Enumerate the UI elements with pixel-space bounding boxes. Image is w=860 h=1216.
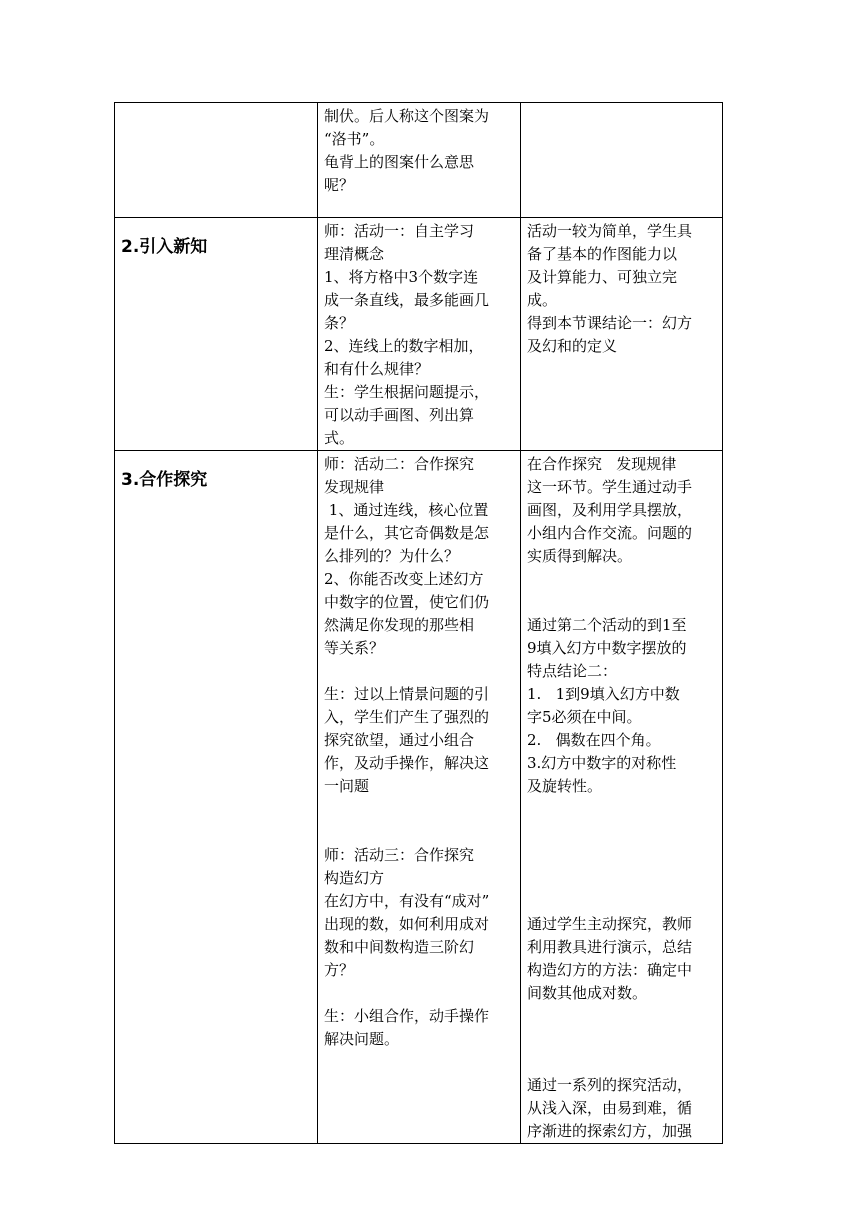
text-line: 字5必须在中间。 bbox=[527, 708, 642, 726]
teacher-cell bbox=[318, 103, 521, 218]
text-line: 呢？ bbox=[324, 176, 355, 194]
text-line: 生：小组合作，动手操作 bbox=[324, 1007, 490, 1025]
text-line: 师：活动一：自主学习 bbox=[324, 222, 475, 240]
table-row bbox=[115, 218, 723, 451]
text-line: 3.幻方中数字的对称性 bbox=[527, 754, 677, 772]
text-line: 中数字的位置，使它们仍 bbox=[324, 593, 490, 611]
text-line: 构造幻方 bbox=[324, 869, 385, 887]
text-line: 实质得到解决。 bbox=[527, 547, 633, 565]
blank-line bbox=[527, 798, 717, 821]
text-line: 及旋转性。 bbox=[527, 777, 603, 795]
blank-line bbox=[324, 660, 515, 683]
text-line: 1. 1到9填入幻方中数 bbox=[527, 685, 680, 703]
text-line: 在合作探究 发现规律 bbox=[527, 455, 677, 473]
text-line: 及计算能力、可独立完 bbox=[527, 268, 678, 286]
text-line: 通过一系列的探究活动， bbox=[527, 1076, 693, 1094]
text-line: 生：学生根据问题提示， bbox=[324, 383, 490, 401]
blank-line bbox=[324, 982, 515, 1005]
text-line: 和有什么规律？ bbox=[324, 360, 430, 378]
text-line: 在幻方中，有没有“成对” bbox=[324, 892, 490, 910]
text-line: 作，及动手操作，解决这 bbox=[324, 754, 490, 772]
text-line: 构造幻方的方法：确定中 bbox=[527, 961, 693, 979]
text-line: 这一环节。学生通过动手 bbox=[527, 478, 693, 496]
intent-cell bbox=[521, 103, 723, 218]
stage-label: 3.合作探究 bbox=[121, 470, 208, 490]
text-line: 解决问题。 bbox=[324, 1030, 400, 1048]
text-line: 1、通过连线，核心位置 bbox=[324, 501, 489, 519]
text-line: 2、连线上的数字相加， bbox=[324, 337, 484, 355]
text-line: 通过学生主动探究，教师 bbox=[527, 915, 693, 933]
lesson-plan-table bbox=[114, 102, 723, 1144]
text-line: 师：活动二：合作探究 bbox=[324, 455, 475, 473]
text-line: 制伏。后人称这个图案为 bbox=[324, 107, 490, 125]
text-line: 师：活动三：合作探究 bbox=[324, 846, 475, 864]
teacher-cell bbox=[318, 451, 521, 1144]
text-line: 小组内合作交流。问题的 bbox=[527, 524, 693, 542]
blank-line bbox=[527, 1051, 717, 1074]
blank-line bbox=[527, 568, 717, 591]
text-line: 备了基本的作图能力以 bbox=[527, 245, 678, 263]
text-line: 9填入幻方中数字摆放的 bbox=[527, 639, 687, 657]
text-line: “洛书”。 bbox=[324, 130, 385, 148]
text-line: 从浅入深，由易到难，循 bbox=[527, 1099, 693, 1117]
text-line: 条？ bbox=[324, 314, 355, 332]
blank-line bbox=[324, 798, 515, 821]
text-line: 式。 bbox=[324, 429, 355, 447]
text-line: 龟背上的图案什么意思 bbox=[324, 153, 475, 171]
text-line: 是什么，其它奇偶数是怎 bbox=[324, 524, 490, 542]
stage-cell bbox=[115, 103, 318, 218]
text-line: 可以动手画图、列出算 bbox=[324, 406, 475, 424]
stage-cell bbox=[115, 451, 318, 1144]
text-line: 发现规律 bbox=[324, 478, 385, 496]
text-line: 数和中间数构造三阶幻 bbox=[324, 938, 475, 956]
text-line: 入，学生们产生了强烈的 bbox=[324, 708, 490, 726]
teacher-text bbox=[318, 103, 520, 197]
text-line: 理清概念 bbox=[324, 245, 385, 263]
blank-line bbox=[527, 867, 717, 890]
text-line: 2、你能否改变上述幻方 bbox=[324, 570, 484, 588]
blank-line bbox=[527, 1005, 717, 1028]
text-line: 画图，及利用学具摆放， bbox=[527, 501, 693, 519]
blank-line bbox=[527, 821, 717, 844]
text-line: 活动一较为简单，学生具 bbox=[527, 222, 693, 240]
blank-line bbox=[527, 844, 717, 867]
text-line: 间数其他成对数。 bbox=[527, 984, 648, 1002]
text-line: 成一条直线，最多能画几 bbox=[324, 291, 490, 309]
text-line: 成。 bbox=[527, 291, 558, 309]
text-line: 特点结论二： bbox=[527, 662, 618, 680]
intent-cell bbox=[521, 218, 723, 451]
stage-label bbox=[115, 103, 317, 117]
table-row bbox=[115, 103, 723, 218]
stage-cell bbox=[115, 218, 318, 451]
intent-text bbox=[521, 218, 722, 358]
intent-text bbox=[521, 451, 722, 1143]
blank-line bbox=[527, 591, 717, 614]
text-line: 得到本节课结论一：幻方 bbox=[527, 314, 693, 332]
intent-text bbox=[521, 103, 722, 105]
intent-cell bbox=[521, 451, 723, 1144]
teacher-text bbox=[318, 451, 520, 1051]
text-line: 生：过以上情景问题的引 bbox=[324, 685, 490, 703]
table-row bbox=[115, 451, 723, 1144]
text-line: 方？ bbox=[324, 961, 355, 979]
text-line: 等关系？ bbox=[324, 639, 385, 657]
text-line: 出现的数，如何利用成对 bbox=[324, 915, 490, 933]
teacher-text bbox=[318, 218, 520, 450]
stage-label: 2.引入新知 bbox=[121, 237, 208, 257]
blank-line bbox=[527, 890, 717, 913]
blank-line bbox=[324, 821, 515, 844]
text-line: 及幻和的定义 bbox=[527, 337, 618, 355]
text-line: 探究欲望，通过小组合 bbox=[324, 731, 475, 749]
text-line: 2. 偶数在四个角。 bbox=[527, 731, 661, 749]
teacher-cell bbox=[318, 218, 521, 451]
blank-line bbox=[527, 1028, 717, 1051]
text-line: 通过第二个活动的到1至 bbox=[527, 616, 687, 634]
text-line: 然满足你发现的那些相 bbox=[324, 616, 475, 634]
text-line: 序渐进的探索幻方，加强 bbox=[527, 1122, 693, 1140]
text-line: 么排列的？为什么？ bbox=[324, 547, 460, 565]
text-line: 1、将方格中3个数字连 bbox=[324, 268, 479, 286]
text-line: 利用教具进行演示，总结 bbox=[527, 938, 693, 956]
text-line: 一问题 bbox=[324, 777, 370, 795]
